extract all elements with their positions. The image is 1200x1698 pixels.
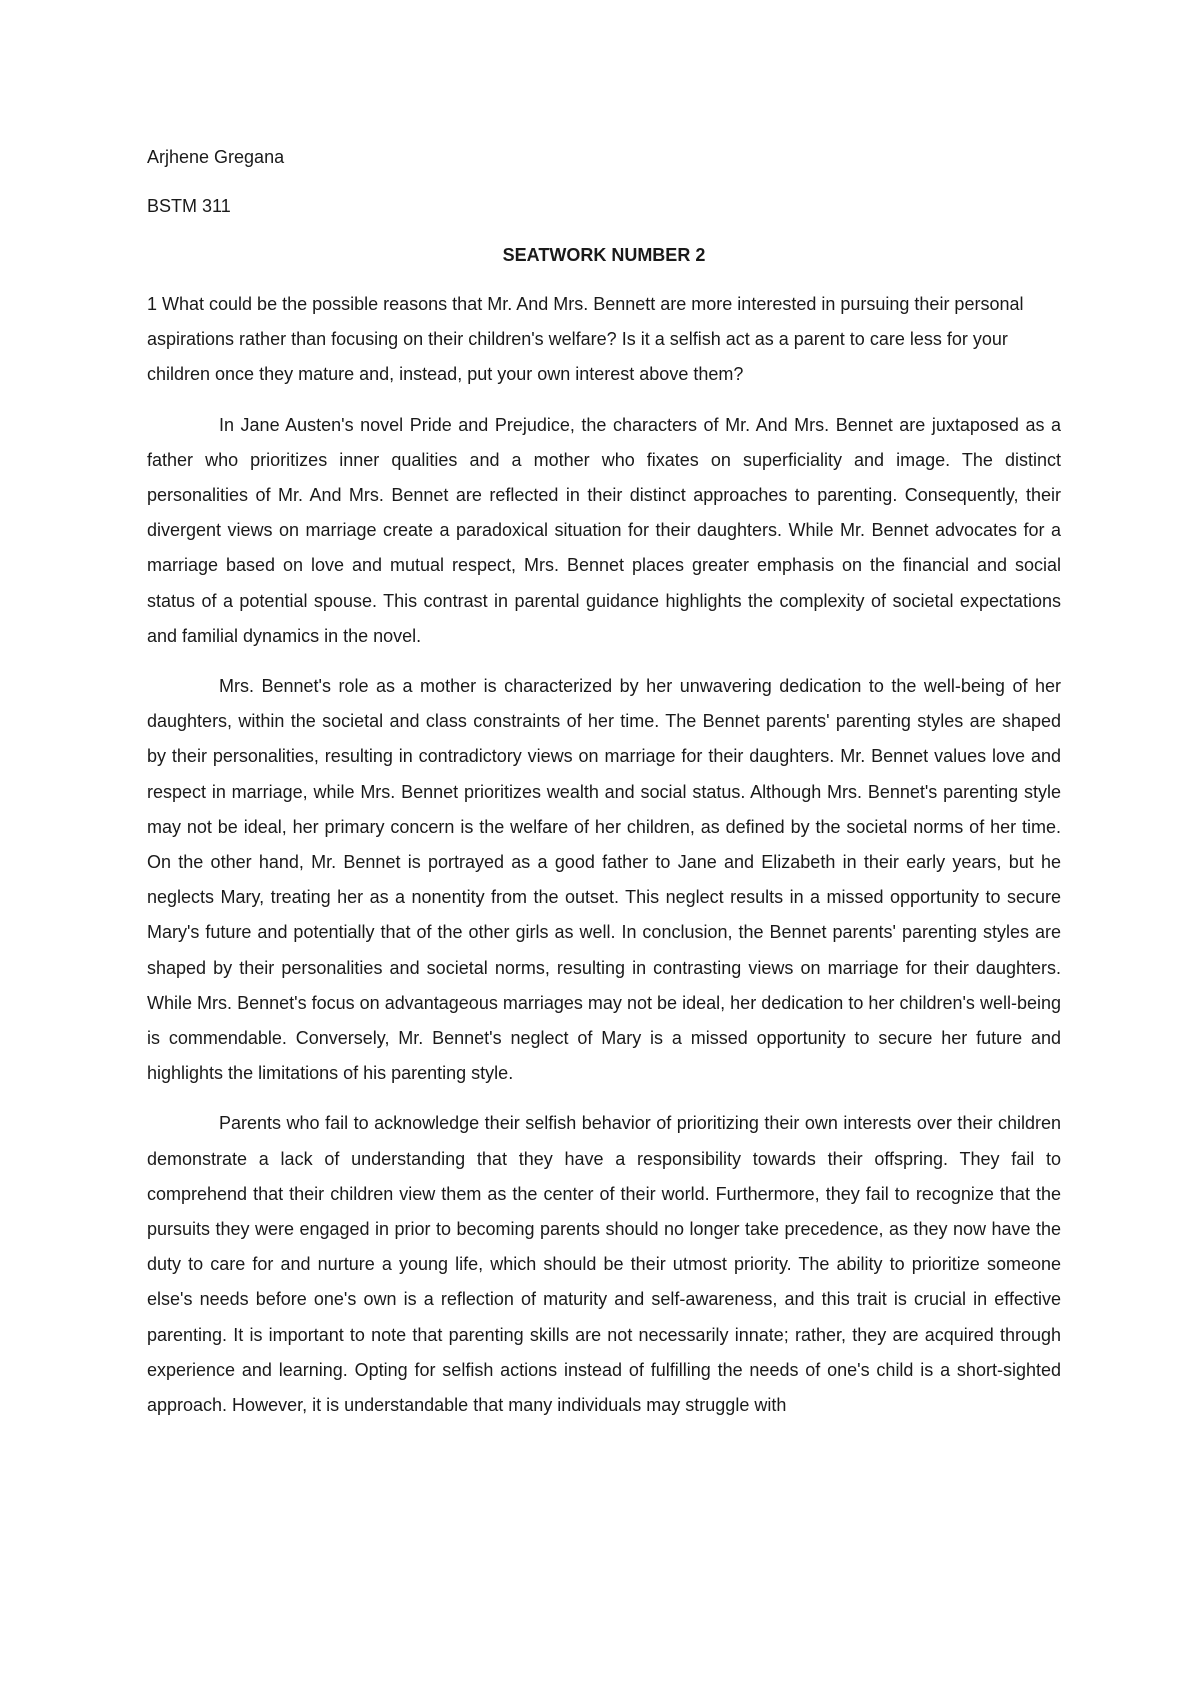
paragraph-3: Parents who fail to acknowledge their selfish behavior of prioritizing their own interests over their children demonstrate a lack of understanding that they have a responsibility towards their offspring. They fail to comprehend that their children view them as the center of their world. Furthermore, they fail to recognize that the pursuits they were engaged in prior to becoming parents should no longer take precedence, as they now have the duty to care for and nurture a young life, which should be their utmost priority. The ability to prioritize someone else's needs before one's own is a reflection of maturity and self-awareness, and this trait is crucial in effective parenting. It is important to note that parenting skills are not necessarily innate; rather, they are acquired through experience and learning. Opting for selfish actions instead of fulfilling the needs of one's child is a short-sighted approach. However, it is understandable that many individuals may struggle with [147, 1113, 1061, 1416]
document-title: SEATWORK NUMBER 2 [502, 245, 706, 265]
question-text: 1 What could be the possible reasons that Mr. And Mrs. Bennett are more interested in pursuing their personal aspirations rather than focusing on their children's welfare? Is it a selfish act as a parent to care less for your children once they mature and, instead, put your own interest above them? [147, 294, 1024, 385]
author-name: Arjhene Gregana [147, 147, 285, 167]
paragraph-1: In Jane Austen's novel Pride and Prejudice, the characters of Mr. And Mrs. Bennet are juxtaposed as a father who prioritizes inner qualities and a mother who fixates on superficiality and image. The distinct personalities of Mr. And Mrs. Bennet are reflected in their distinct approaches to parenting. Consequently, their divergent views on marriage create a paradoxical situation for their daughters. While Mr. Bennet advocates for a marriage based on love and mutual respect, Mrs. Bennet places greater emphasis on the financial and social status of a potential spouse. This contrast in parental guidance highlights the complexity of societal expectations and familial dynamics in the novel. [147, 414, 1061, 646]
course-code: BSTM 311 [147, 196, 231, 216]
document-body [147, 140, 1061, 1438]
paragraph-2: Mrs. Bennet's role as a mother is characterized by her unwavering dedication to the well-being of her daughters, within the societal and class constraints of her time. The Bennet parents' parenting styles are shaped by their personalities, resulting in contradictory views on marriage for their daughters. Mr. Bennet values love and respect in marriage, while Mrs. Bennet prioritizes wealth and social status. Although Mrs. Bennet's parenting style may not be ideal, her primary concern is the welfare of her children, as defined by the societal norms of her time. On the other hand, Mr. Bennet is portrayed as a good father to Jane and Elizabeth in their early years, but he neglects Mary, treating her as a nonentity from the outset. This neglect results in a missed opportunity to secure Mary's future and potentially that of the other girls as well. In conclusion, the Bennet parents' parenting styles are shaped by their personalities and societal norms, resulting in contrasting views on marriage for their daughters. While Mrs. Bennet's focus on advantageous marriages may not be ideal, her dedication to her children's well-being is commendable. Conversely, Mr. Bennet's neglect of Mary is a missed opportunity to secure her future and highlights the limitations of his parenting style. [147, 676, 1061, 1084]
